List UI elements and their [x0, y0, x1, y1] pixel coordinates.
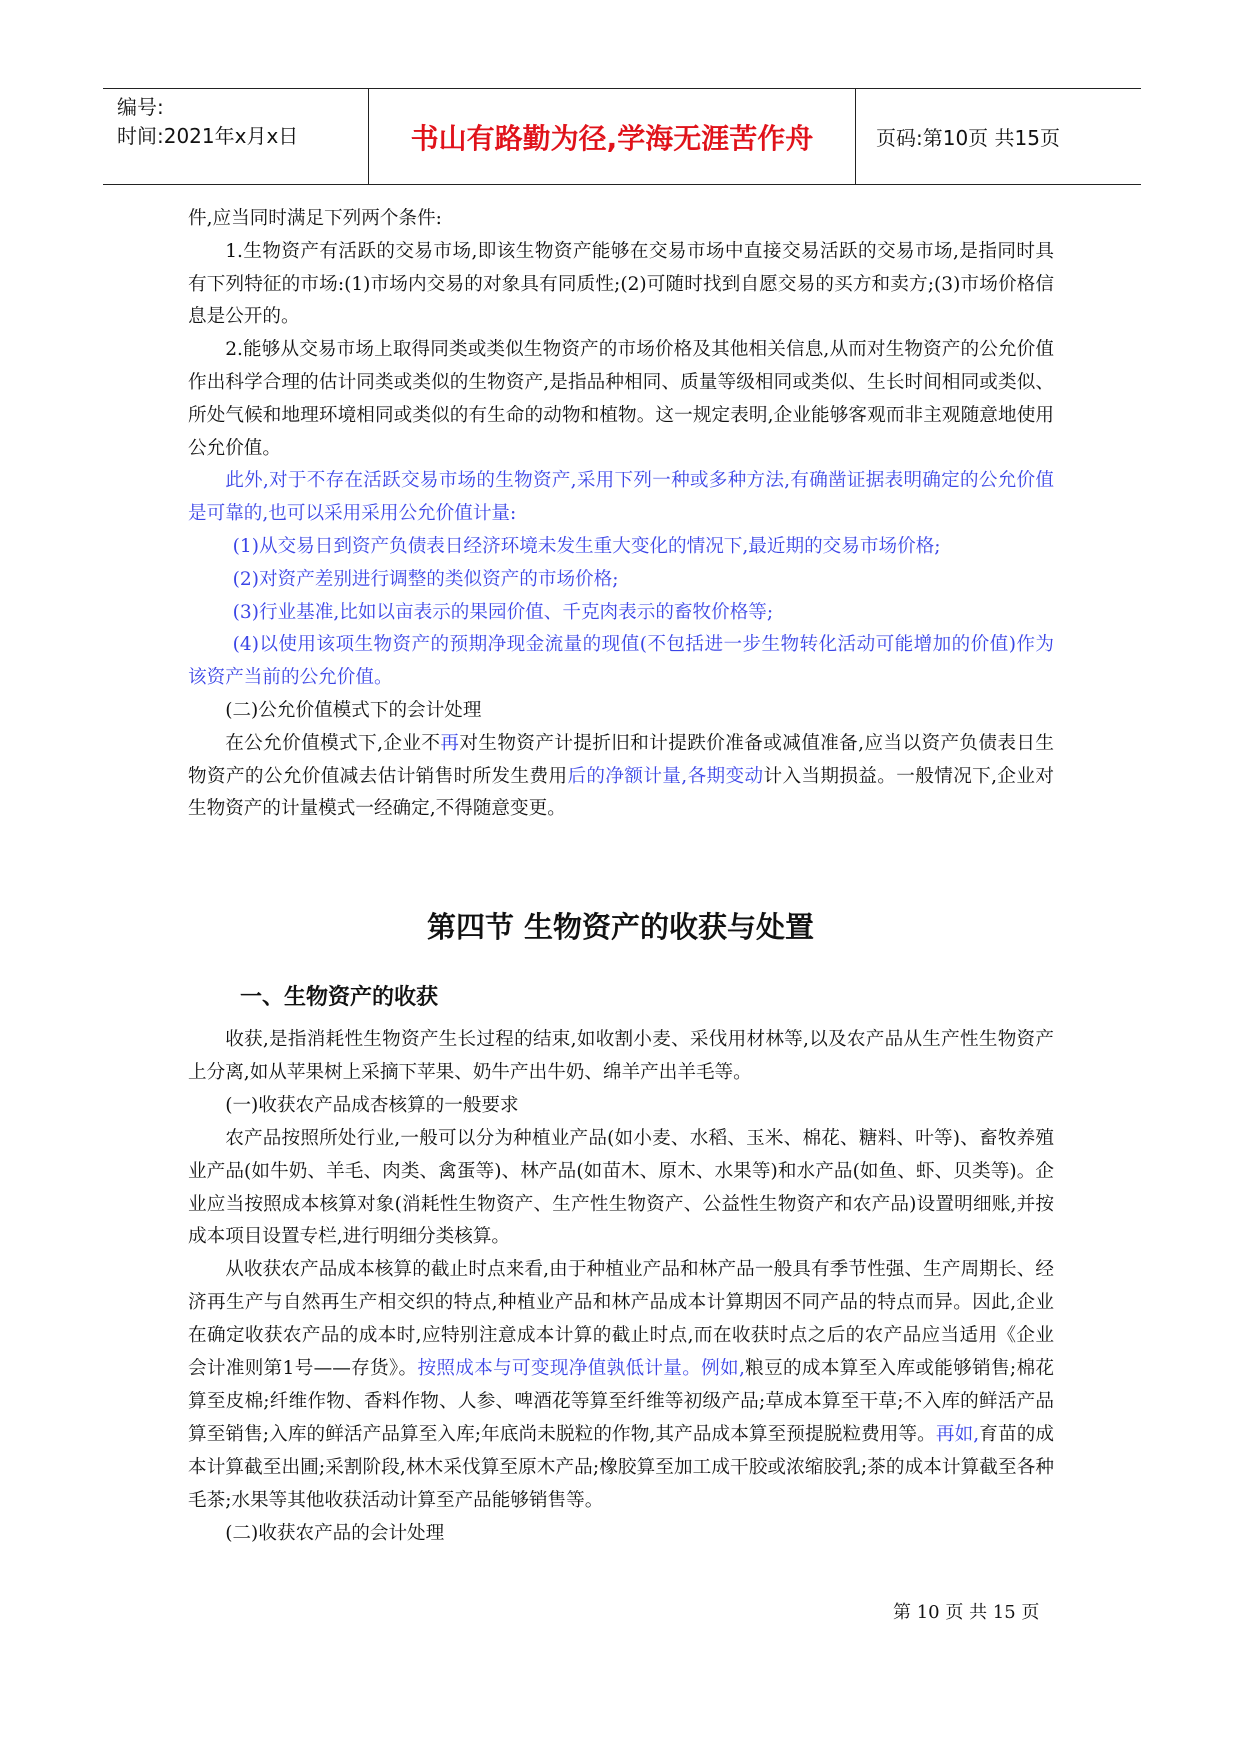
list-item-highlight: (2)对资产差别进行调整的类似资产的市场价格;: [232, 568, 619, 590]
paragraph: 2.能够从交易市场上取得同类或类似生物资产的市场价格及其他相关信息,从而对生物资产的公允价值作出科学合理的估计同类或类似的生物资产,是指品种相同、质量等级相同或类似、生长时间相同或类似、所处气候和地理环境相同或类似的有生命的动物和植物。这一规定表明,企业能够客观而非主观随意地使用公允价值。: [188, 339, 1054, 459]
document-time-label: 时间:2021年x月x日: [117, 124, 299, 148]
text-run-highlight: 再如,: [935, 1423, 980, 1445]
body-top: [188, 203, 1054, 826]
text-run: 对生物资产计提折旧和计提跌价准备或减值准备,应当以资产负债表日生物资产的公允价值减去估计销售时所发生费用: [188, 732, 1054, 787]
text-run: 在公允价值模式下,企业不: [225, 732, 441, 754]
subsection-heading: (一)收获农产品成杏核算的一般要求: [225, 1094, 519, 1116]
sub-title: 一、生物资产的收获: [240, 985, 439, 1010]
header-table: [103, 88, 1141, 185]
text-run: 计入当期损益。一般情况下,企业对生物资产的计量模式一经确定,不得随意变更。: [188, 765, 1054, 820]
paragraph: [188, 1254, 1054, 1517]
paragraph-highlight: 此外,对于不存在活跃交易市场的生物资产,采用下列一种或多种方法,有确凿证据表明确定的公允价值是可靠的,也可以采用采用公允价值计量:: [188, 470, 1054, 525]
document-number-label: 编号:: [117, 95, 164, 119]
text-run-highlight: 再: [440, 732, 460, 754]
header-motto: 书山有路勤为径,学海无涯苦作舟: [369, 89, 856, 184]
paragraph: 1.生物资产有活跃的交易市场,即该生物资产能够在交易市场中直接交易活跃的交易市场,是指同时具有下列特征的市场:(1)市场内交易的对象具有同质性;(2)可随时找到自愿交易的买方和卖方;(3)市场价格信息是公开的。: [188, 240, 1054, 328]
page-footer: 第 10 页 共 15 页: [893, 1602, 1040, 1623]
list-item-highlight: (4)以使用该项生物资产的预期净现金流量的现值(不包括进一步生物转化活动可能增加的价值)作为该资产当前的公允价值。: [188, 634, 1054, 689]
text-run-highlight: 按照成本与可变现净值孰低计量。例如,: [417, 1358, 745, 1380]
text-run: 从收获农产品成本核算的截止时点来看,由于种植业产品和林产品一般具有季节性强、生产周期长、经济再生产与自然再生产相交织的特点,种植业产品和林产品成本计算期因不同产品的特点而异。因此,企业在确定收获农产品的成本时,应特别注意成本计算的截止时点,而在收获时点之后的农产品应当适用《企业会计准则第1号——存货》。: [188, 1259, 1054, 1380]
text-run: 粮豆的成本算至入库或能够销售;棉花算至皮棉;纤维作物、香料作物、人参、啤酒花等算至纤维等初级产品;草成本算至干草;不入库的鲜活产品算至销售;入库的鲜活产品算至入库;年底尚未脱粒的作物,其产品成本算至预提脱粒费用等。: [188, 1358, 1055, 1445]
body-bottom: [188, 1024, 1054, 1551]
list-item-highlight: (1)从交易日到资产负债表日经济环境未发生重大变化的情况下,最近期的交易市场价格;: [232, 535, 941, 557]
subsection-heading: (二)公允价值模式下的会计处理: [225, 699, 482, 721]
header-page-info: 页码:第10页 共15页: [876, 126, 1060, 150]
text-run: 育苗的成本计算截至出圃;采割阶段,林木采伐算至原木产品;橡胶算至加工成干胶或浓缩胶乳;茶的成本计算截至各种毛茶;水果等其他收获活动计算至产品能够销售等。: [188, 1423, 1054, 1511]
paragraph: 收获,是指消耗性生物资产生长过程的结束,如收割小麦、采伐用材林等,以及农产品从生产性生物资产上分离,如从苹果树上采摘下苹果、奶牛产出牛奶、绵羊产出羊毛等。: [188, 1029, 1054, 1083]
list-item-highlight: (3)行业基准,比如以亩表示的果园价值、千克肉表示的畜牧价格等;: [232, 601, 774, 623]
section-title: 第四节 生物资产的收获与处置: [426, 910, 815, 944]
header-left-cell: [103, 89, 369, 184]
paragraph: [188, 728, 1054, 826]
paragraph: 农产品按照所处行业,一般可以分为种植业产品(如小麦、水稻、玉米、棉花、糖料、叶等)、畜牧养殖业产品(如牛奶、羊毛、肉类、禽蛋等)、林产品(如苗木、原木、水果等)和水产品(如鱼、虾、贝类等)。企业应当按照成本核算对象(消耗性生物资产、生产性生物资产、公益性生物资产和农产品)设置明细账,并按成本项目设置专栏,进行明细分类核算。: [188, 1127, 1054, 1248]
paragraph: 件,应当同时满足下列两个条件:: [188, 208, 442, 229]
text-run-highlight: 后的净额计量,各期变动: [567, 765, 764, 787]
subsection-heading: (二)收获农产品的会计处理: [225, 1522, 445, 1544]
